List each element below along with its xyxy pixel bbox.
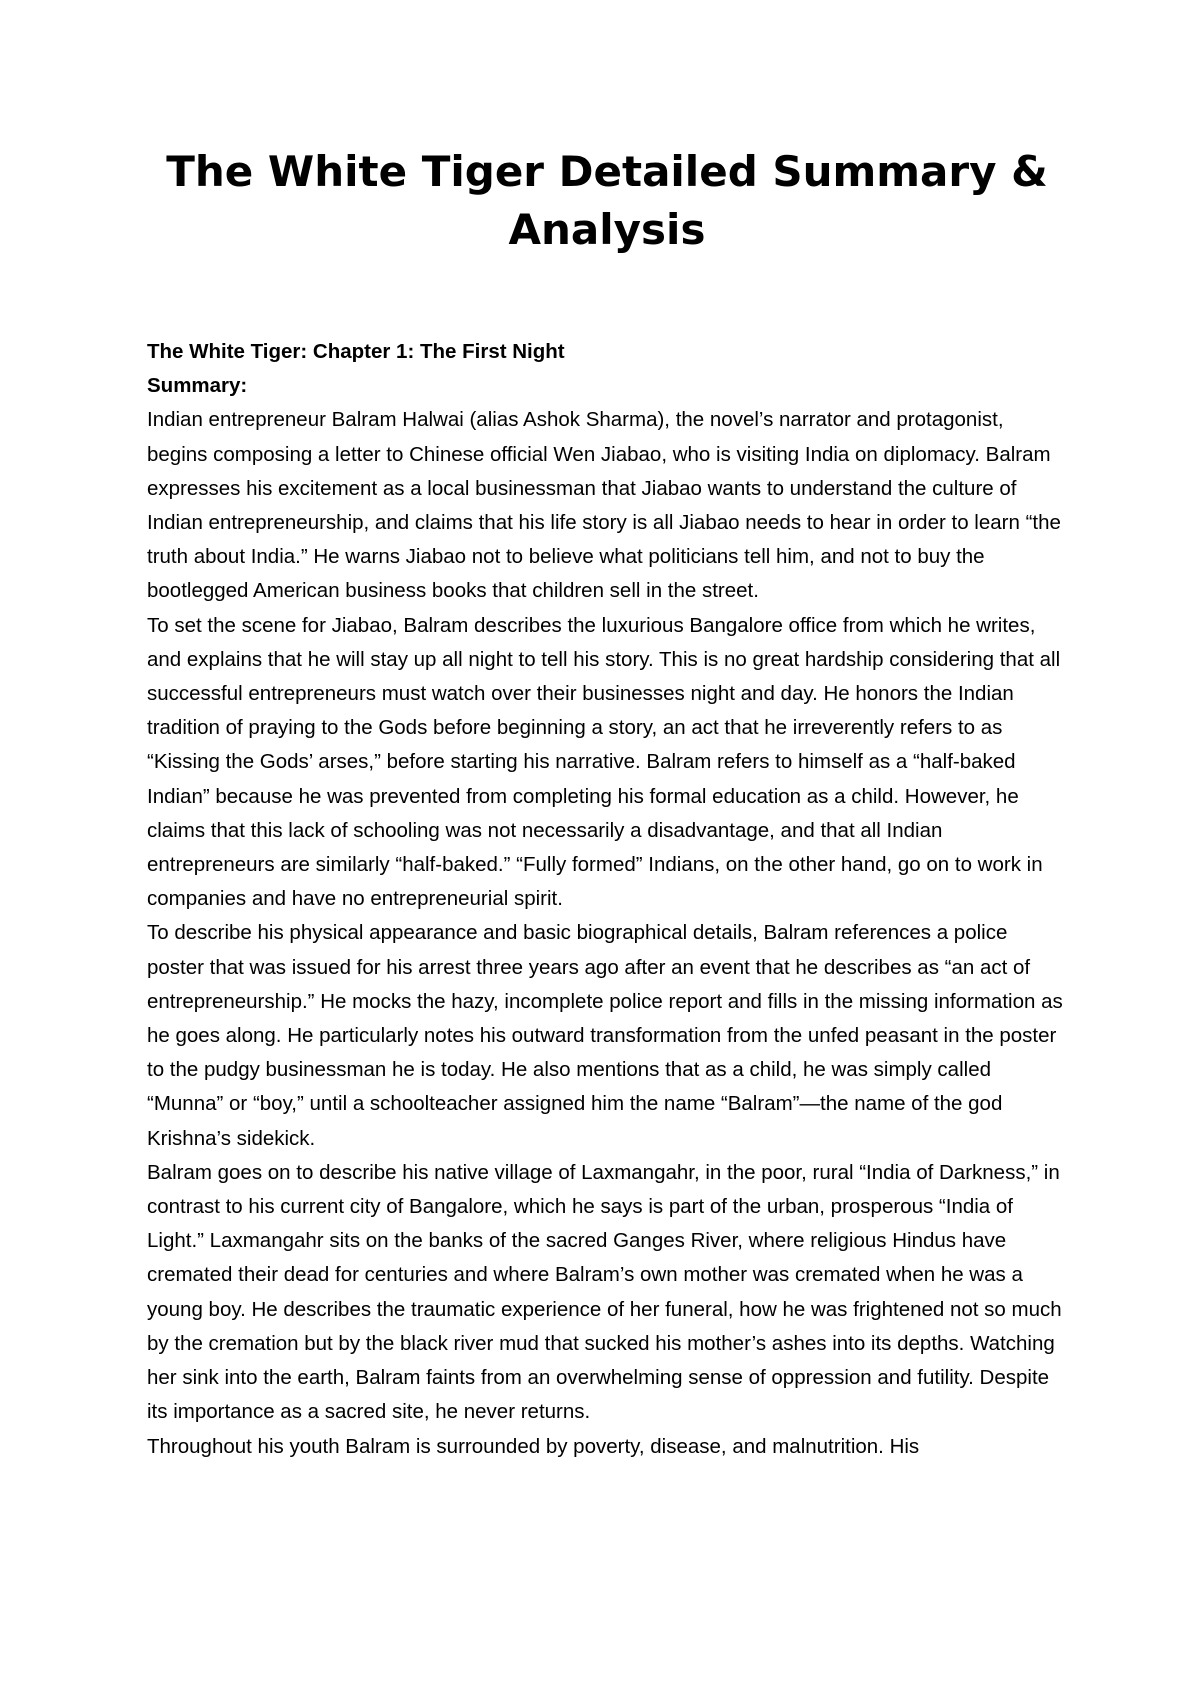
- body-paragraph: Balram goes on to describe his native village of Laxmangahr, in the poor, rural “India of Darkness,” in contrast to his current city of Bangalore, which he says is part of the urban, prosperous “India of Light.” Laxmangahr sits on the banks of the sacred Ganges River, where religious Hindus have cremated their dead for centuries and where Balram’s own mother was cremated when he was a young boy. He describes the traumatic experience of her funeral, how he was frightened not so much by the cremation but by the black river mud that sucked his mother’s ashes into its depths. Watching her sink into the earth, Balram faints from an overwhelming sense of oppression and futility. Despite its importance as a sacred site, he never returns.: [147, 1160, 1062, 1424]
- body-paragraph: To set the scene for Jiabao, Balram describes the luxurious Bangalore office from which he writes, and explains that he will stay up all night to tell his story. This is no great hardship considering that all successful entrepreneurs must watch over their businesses night and day. He honors the Indian tradition of praying to the Gods before beginning a story, an act that he irreverently refers to as “Kissing the Gods’ arses,” before starting his narrative. Balram refers to himself as a “half-baked Indian” because he was prevented from completing his formal education as a child. However, he claims that this lack of schooling was not necessarily a disadvantage, and that all Indian entrepreneurs are similarly “half-baked.” “Fully formed” Indians, on the other hand, go on to work in companies and have no entrepreneurial spirit.: [147, 613, 1061, 911]
- chapter-heading: The White Tiger: Chapter 1: The First Night: [147, 340, 565, 363]
- summary-label: Summary:: [147, 374, 248, 398]
- body-paragraph: To describe his physical appearance and basic biographical details, Balram references a police poster that was issued for his arrest three years ago after an event that he describes as “an act of entrepreneurship.” He mocks the hazy, incomplete police report and fills in the missing information as he goes along. He particularly notes his outward transformation from the unfed peasant in the poster to the pudgy businessman he is today. He also mentions that as a child, he was simply called “Munna” or “boy,” until a schoolteacher assigned him the name “Balram”—the name of the god Krishna’s sidekick.: [147, 921, 1063, 1150]
- document-title: The White Tiger Detailed Summary & Analysis: [166, 147, 1048, 254]
- document-page: [147, 143, 1067, 1464]
- body-paragraph: Indian entrepreneur Balram Halwai (alias Ashok Sharma), the novel’s narrator and protagonist, begins composing a letter to Chinese official Wen Jiabao, who is visiting India on diplomacy. Balram expresses his excitement as a local businessman that Jiabao wants to understand the culture of Indian entrepreneurship, and claims that his life story is all Jiabao needs to hear in order to learn “the truth about India.” He warns Jiabao not to believe what politicians tell him, and not to buy the bootlegged American business books that children sell in the street.: [147, 408, 1061, 603]
- document-body: [147, 335, 1067, 1464]
- body-paragraph: Throughout his youth Balram is surrounded by poverty, disease, and malnutrition. His: [147, 1434, 920, 1458]
